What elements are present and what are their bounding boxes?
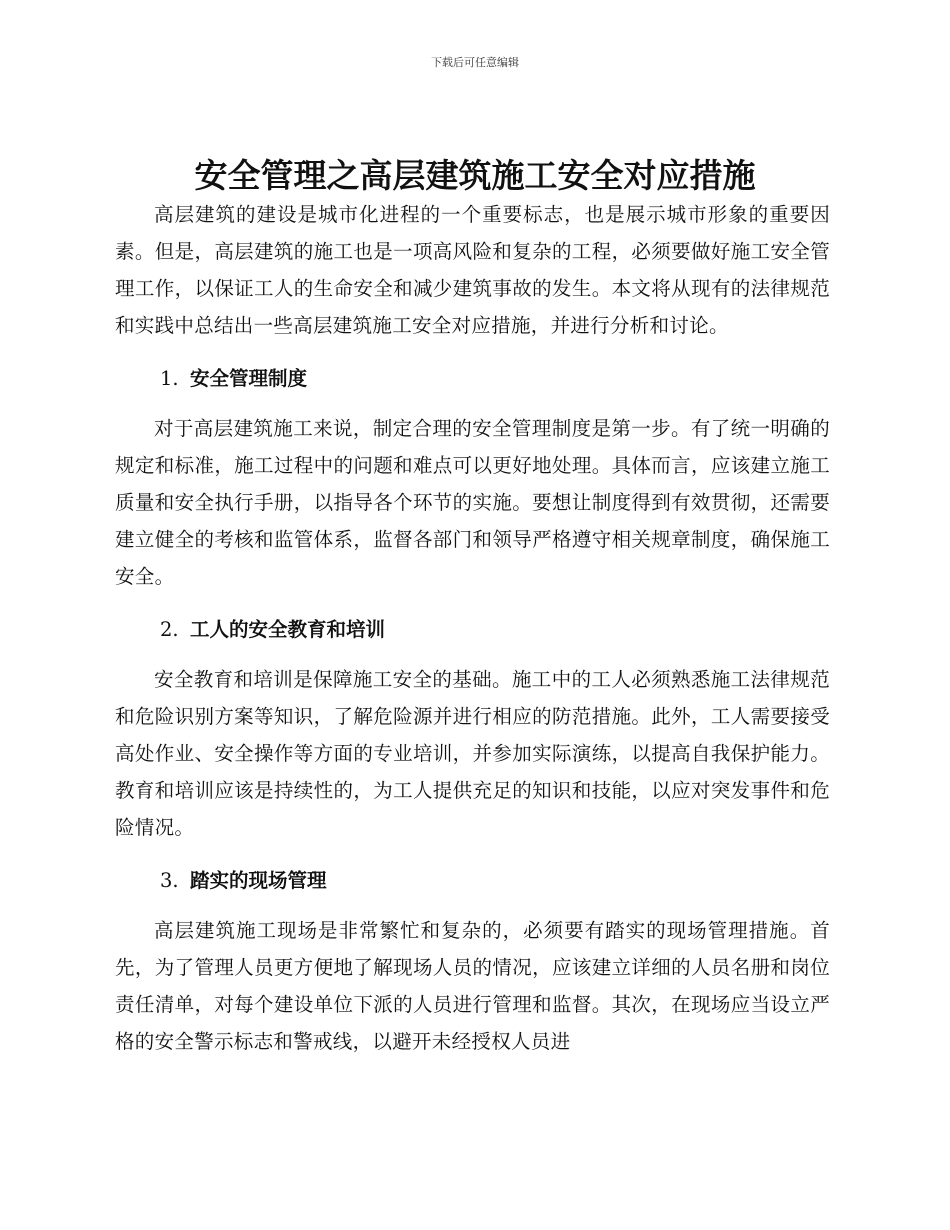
intro-paragraph: 高层建筑的建设是城市化进程的一个重要标志，也是展示城市形象的重要因素。但是，高层建筑的施工也是一项高风险和复杂的工程，必须要做好施工安全管理工作，以保证工人的生命安全和减少建筑事故的发生。本文将从现有的法律规范和实践中总结出一些高层建筑施工安全对应措施，并进行分析和讨论。 [115, 203, 830, 337]
section-heading-2 [115, 615, 830, 645]
document-body [115, 196, 830, 1060]
section-number: 2. [160, 618, 179, 641]
section-heading-3 [115, 866, 830, 896]
section-number: 1. [160, 367, 179, 390]
section-paragraph-3: 高层建筑施工现场是非常繁忙和复杂的，必须要有踏实的现场管理措施。首先，为了管理人员更方便地了解现场人员的情况，应该建立详细的人员名册和岗位责任清单，对每个建设单位下派的人员进行管理和监督。其次，在现场应当设立严格的安全警示标志和警戒线，以避开未经授权人员进 [115, 919, 830, 1053]
section-title: 工人的安全教育和培训 [190, 618, 386, 641]
section-number: 3. [160, 869, 179, 892]
page-header-note: 下载后可任意编辑 [431, 56, 519, 69]
section-heading-1 [115, 364, 830, 394]
section-paragraph-1: 对于高层建筑施工来说，制定合理的安全管理制度是第一步。有了统一明确的规定和标准，施工过程中的问题和难点可以更好地处理。具体而言，应该建立施工质量和安全执行手册，以指导各个环节的实施。要想让制度得到有效贯彻，还需要建立健全的考核和监管体系，监督各部门和领导严格遵守相关规章制度，确保施工安全。 [115, 417, 830, 588]
section-paragraph-2: 安全教育和培训是保障施工安全的基础。施工中的工人必须熟悉施工法律规范和危险识别方案等知识，了解危险源并进行相应的防范措施。此外，工人需要接受高处作业、安全操作等方面的专业培训，并参加实际演练，以提高自我保护能力。教育和培训应该是持续性的，为工人提供充足的知识和技能，以应对突发事件和危险情况。 [115, 668, 830, 839]
document-title: 安全管理之高层建筑施工安全对应措施 [194, 156, 756, 195]
section-title: 安全管理制度 [190, 367, 308, 390]
section-title: 踏实的现场管理 [190, 869, 327, 892]
